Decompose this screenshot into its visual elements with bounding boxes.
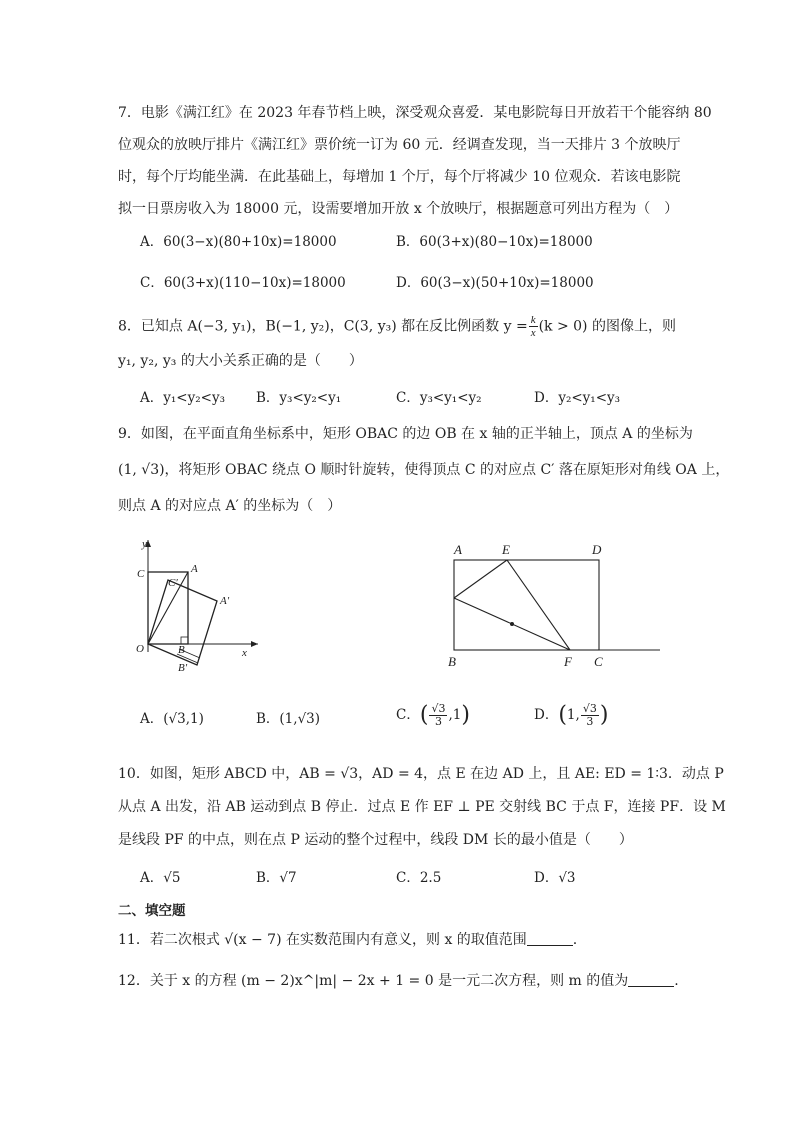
q7-line-1: 7．电影《满江红》在 2023 年春节档上映，深受观众喜爱．某电影院每日开放若干个能容纳 80: [118, 105, 712, 121]
fig1-label-b: B: [178, 644, 185, 656]
q12-text: 12．关于 x 的方程 (m − 2)x^|m| − 2x + 1 = 0 是一元二次方程，则 m 的值为: [118, 973, 629, 989]
q10-figure-rectangle: [440, 536, 670, 672]
q11-text: 11．若二次根式 √(x − 7) 在实数范围内有意义，则 x 的取值范围: [118, 932, 527, 948]
q8-option-c: C．y₃<y₁<y₂: [396, 390, 482, 406]
q8-option-d: D．y₂<y₁<y₃: [534, 390, 621, 406]
q9-option-b: B．(1,√3): [256, 711, 321, 727]
q10-option-a: A．√5: [140, 870, 181, 886]
q9-option-c-tail: ,1: [448, 707, 462, 723]
q11-end: .: [572, 932, 578, 948]
q10-line-2: 从点 A 出发，沿 AB 运动到点 B 停止．过点 E 作 EF ⊥ PE 交射线 BC 于点 F，连接 PF．设 M: [118, 799, 726, 815]
q9-option-d-head: 1,: [566, 707, 580, 723]
fig1-label-x: x: [242, 647, 247, 659]
q9-option-d-label: D．: [534, 707, 559, 723]
q7-line-3: 时，每个厅均能坐满．在此基础上，每增加 1 个厅，每个厅将减少 10 位观众．若该电影院: [118, 169, 681, 185]
q7-line-4: 拟一日票房收入为 18000 元，设需要增加开放 x 个放映厅，根据题意可列出方程为（ ）: [118, 201, 679, 217]
fig1-label-b-prime: B′: [178, 662, 188, 674]
q9-option-d: D．(1, $\frac{√3}{3}$ ): [534, 702, 609, 728]
fig2-label-d: D: [592, 542, 602, 557]
q12-line: [118, 971, 679, 991]
q9-option-c-label: C．: [396, 707, 420, 723]
q7-option-a: A．60(3−x)(80+10x)=18000: [140, 234, 337, 250]
q9-option-c: C．( $\frac{√3}{3}$ ,1): [396, 702, 470, 728]
q9-option-d-denominator: 3: [586, 715, 594, 728]
q10-option-c: C．2.5: [396, 870, 442, 886]
q9-option-c-numerator: √3: [431, 702, 446, 715]
fig1-label-a: A: [191, 563, 198, 575]
q9-line-1: 9．如图，在平面直角坐标系中，矩形 OBAC 的边 OB 在 x 轴的正半轴上，顶点 A 的坐标为: [118, 426, 693, 442]
fig2-label-c: C: [594, 654, 603, 669]
fig1-label-a-prime: A′: [220, 595, 230, 607]
q10-line-1: 10．如图，矩形 ABCD 中，AB = √3，AD = 4，点 E 在边 AD 上，且 AE: ED = 1∶3．动点 P: [118, 766, 724, 782]
q10-option-b: B．√7: [256, 870, 297, 886]
q8-line-2: y₁, y₂, y₃ 的大小关系正确的是（ ）: [118, 353, 363, 369]
q11-answer-blank[interactable]: [527, 931, 573, 946]
section-title-fill-in: 二、填空题: [118, 903, 186, 919]
q9-figure-rotation: [118, 532, 268, 680]
q8-option-a: A．y₁<y₂<y₃: [140, 390, 225, 406]
fig2-label-a: A: [454, 542, 462, 557]
fig1-label-c: C: [137, 568, 145, 580]
q9-option-c-fraction: [429, 703, 447, 728]
q8-line-1: [118, 314, 676, 339]
fig1-label-c-prime: C′: [168, 577, 178, 589]
q7-line-2: 位观众的放映厅排片《满江红》票价统一订为 60 元．经调查发现，当一天排片 3 个放映厅: [118, 137, 681, 153]
q9-option-d-fraction: [581, 703, 599, 728]
q11-line: [118, 930, 577, 950]
q8-frac-denominator: x: [530, 327, 536, 339]
q8-line-1-a: 8．已知点 A(−3, y₁)，B(−1, y₂)，C(3, y₃) 都在反比例函数 y =: [118, 318, 528, 335]
q10-option-d: D．√3: [534, 870, 576, 886]
q9-line-2: (1, √3)，将矩形 OBAC 绕点 O 顺时针旋转，使得顶点 C 的对应点 C′ 落在原矩形对角线 OA 上，: [118, 462, 730, 478]
q8-frac-numerator: k: [530, 314, 536, 326]
fig2-label-b: B: [448, 654, 456, 669]
q9-option-d-numerator: √3: [582, 702, 597, 715]
q12-end: .: [674, 973, 679, 989]
q7-option-b: B．60(3+x)(80−10x)=18000: [396, 234, 593, 250]
fig2-label-e: E: [502, 542, 510, 557]
q12-answer-blank[interactable]: [628, 972, 674, 987]
q8-fraction: [529, 314, 538, 339]
q7-option-c: C．60(3+x)(110−10x)=18000: [140, 275, 346, 291]
fig1-label-o: O: [136, 643, 144, 655]
q8-line-1-b: (k > 0) 的图像上，则: [538, 318, 676, 335]
fig2-label-f: F: [564, 654, 572, 669]
fig1-label-y: y: [142, 538, 147, 550]
q9-option-c-denominator: 3: [434, 715, 442, 728]
q7-option-d: D．60(3−x)(50+10x)=18000: [396, 275, 594, 291]
q8-option-b: B．y₃<y₂<y₁: [256, 390, 342, 406]
q9-line-3: 则点 A 的对应点 A′ 的坐标为（ ）: [118, 498, 342, 514]
q9-option-a: A．(√3,1): [140, 711, 204, 727]
q10-line-3: 是线段 PF 的中点，则在点 P 运动的整个过程中，线段 DM 长的最小值是（ ）: [118, 832, 633, 848]
